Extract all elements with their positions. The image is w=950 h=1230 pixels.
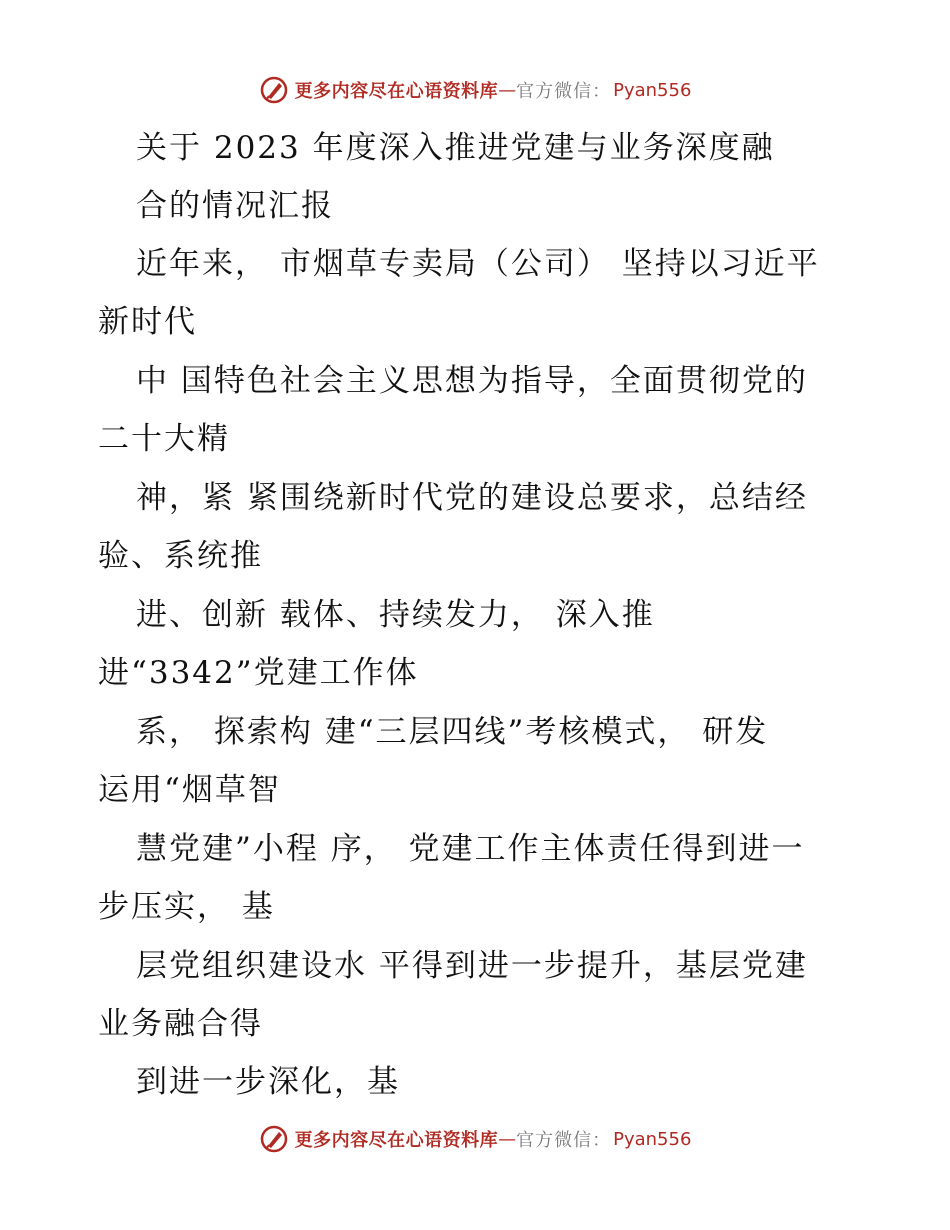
doc-line: 合的情况汇报 [136,188,334,224]
doc-line: 业务融合得 [98,1006,263,1042]
watermark-footer [0,1124,950,1154]
doc-line: 中 国特色社会主义思想为指导，全面贯彻党的 [136,363,808,399]
doc-line: 运用“烟草智 [98,772,281,808]
watermark-dash: — [498,79,517,101]
doc-line: 近年来， 市烟草专卖局（公司） 坚持以习近平 [136,246,820,282]
doc-line: 系， 探索构 建“三层四线”考核模式， 研发 [136,714,769,750]
doc-line: 关于 2023 年度深入推进党建与业务深度融 [136,130,775,166]
watermark-text: 更多内容尽在心语资料库 [294,1130,499,1151]
doc-line: 进“3342”党建工作体 [98,655,419,691]
watermark-wechat-id: Pyan556 [613,79,692,101]
doc-line: 进、创新 载体、持续发力， 深入推 [136,597,655,633]
watermark-wechat-id: Pyan556 [613,1128,692,1150]
quill-pen-seal-icon [259,1124,289,1154]
doc-line: 到进一步深化，基 [136,1064,400,1100]
doc-line: 神，紧 紧围绕新时代党的建设总要求，总结经 [136,480,808,516]
doc-line: 层党组织建设水 平得到进一步提升，基层党建 [136,948,808,984]
watermark-label: 官方微信： [516,1130,612,1151]
watermark-dash: — [498,1128,517,1150]
doc-line: 步压实， 基 [98,889,275,925]
doc-line: 慧党建”小程 序， 党建工作主体责任得到进一 [136,831,805,867]
watermark-label: 官方微信： [516,81,612,102]
watermark-text: 更多内容尽在心语资料库 [294,81,499,102]
doc-line: 二十大精 [98,421,230,457]
doc-line: 验、系统推 [98,538,263,574]
doc-line: 新时代 [98,304,197,340]
